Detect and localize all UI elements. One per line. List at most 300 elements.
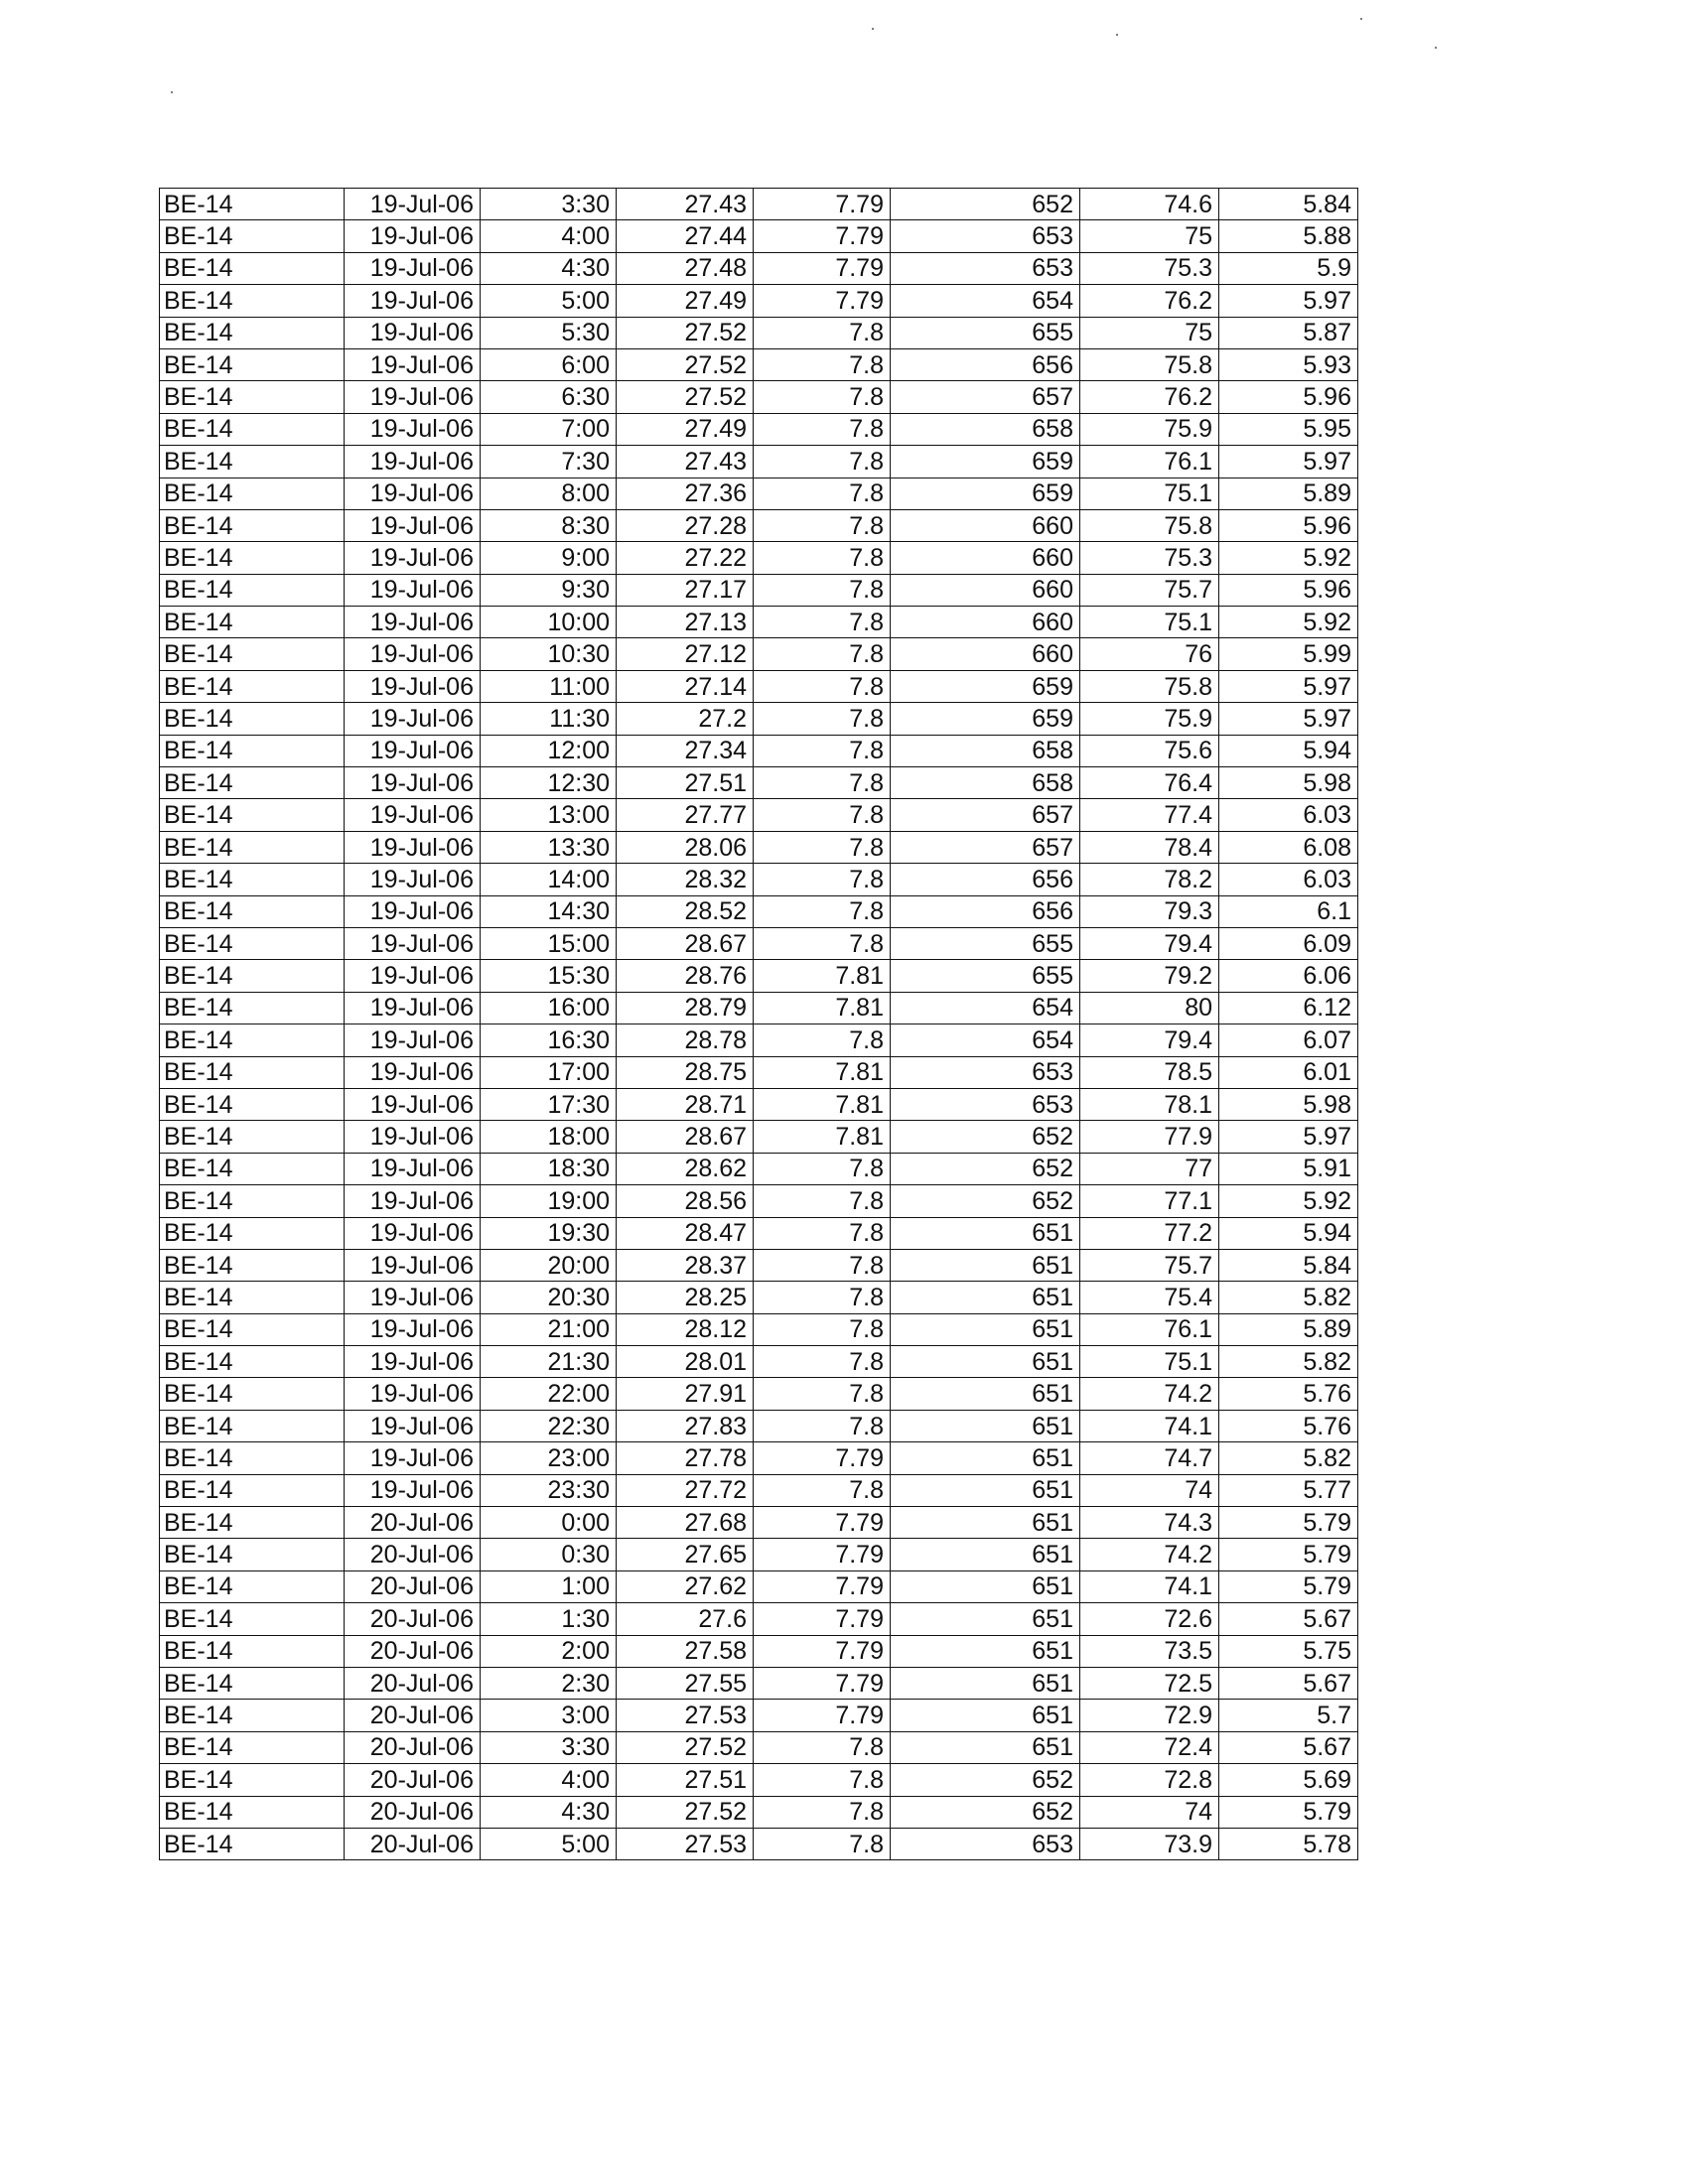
do-concentration-cell: 5.77 [1219,1474,1358,1506]
site-cell: BE-14 [160,1603,345,1635]
ph-cell: 7.8 [754,607,891,638]
table-row [160,735,1358,766]
do-concentration-cell: 6.03 [1219,799,1358,831]
ph-cell: 7.81 [754,1056,891,1088]
do-concentration-cell: 6.07 [1219,1024,1358,1056]
scan-speck [1435,47,1437,49]
date-cell: 20-Jul-06 [345,1796,481,1828]
date-cell: 19-Jul-06 [345,1121,481,1153]
table-row [160,1474,1358,1506]
do-concentration-cell: 5.84 [1219,1249,1358,1281]
do-percent-cell: 75.4 [1080,1282,1219,1313]
date-cell: 20-Jul-06 [345,1731,481,1763]
date-cell: 19-Jul-06 [345,735,481,766]
site-cell: BE-14 [160,1796,345,1828]
conductivity-cell: 651 [891,1346,1080,1378]
do-concentration-cell: 5.84 [1219,189,1358,220]
do-percent-cell: 79.3 [1080,895,1219,927]
do-percent-cell: 72.5 [1080,1667,1219,1699]
site-cell: BE-14 [160,607,345,638]
ph-cell: 7.81 [754,960,891,992]
measurement-table [159,188,1358,1860]
date-cell: 19-Jul-06 [345,1313,481,1345]
do-percent-cell: 75.3 [1080,542,1219,574]
time-cell: 4:30 [481,252,617,284]
conductivity-cell: 657 [891,381,1080,413]
date-cell: 19-Jul-06 [345,1024,481,1056]
date-cell: 19-Jul-06 [345,992,481,1024]
table-row [160,1442,1358,1474]
date-cell: 19-Jul-06 [345,317,481,348]
date-cell: 19-Jul-06 [345,895,481,927]
table-row [160,1088,1358,1120]
do-percent-cell: 80 [1080,992,1219,1024]
do-concentration-cell: 5.96 [1219,381,1358,413]
conductivity-cell: 651 [891,1700,1080,1731]
conductivity-cell: 654 [891,285,1080,317]
temperature-cell: 28.76 [617,960,754,992]
temperature-cell: 27.13 [617,607,754,638]
time-cell: 15:00 [481,927,617,959]
table-row [160,1378,1358,1410]
site-cell: BE-14 [160,799,345,831]
table-row [160,1507,1358,1539]
do-percent-cell: 77.9 [1080,1121,1219,1153]
table-row [160,509,1358,541]
temperature-cell: 27.83 [617,1410,754,1441]
table-row [160,574,1358,606]
do-percent-cell: 75.8 [1080,509,1219,541]
table-row [160,1570,1358,1602]
time-cell: 11:30 [481,703,617,735]
do-concentration-cell: 5.67 [1219,1667,1358,1699]
do-concentration-cell: 5.98 [1219,767,1358,799]
temperature-cell: 27.34 [617,735,754,766]
table-row [160,1796,1358,1828]
table-row [160,189,1358,220]
do-concentration-cell: 5.92 [1219,607,1358,638]
do-percent-cell: 77.2 [1080,1217,1219,1249]
do-percent-cell: 72.4 [1080,1731,1219,1763]
conductivity-cell: 653 [891,252,1080,284]
time-cell: 7:30 [481,446,617,478]
do-percent-cell: 76.2 [1080,381,1219,413]
table-body [160,189,1358,1860]
conductivity-cell: 655 [891,317,1080,348]
do-concentration-cell: 5.99 [1219,638,1358,670]
table-row [160,1410,1358,1441]
do-concentration-cell: 5.96 [1219,574,1358,606]
do-percent-cell: 75.1 [1080,607,1219,638]
do-percent-cell: 79.2 [1080,960,1219,992]
do-percent-cell: 75.1 [1080,478,1219,509]
site-cell: BE-14 [160,1088,345,1120]
table-row [160,1153,1358,1184]
ph-cell: 7.79 [754,220,891,252]
ph-cell: 7.8 [754,348,891,380]
date-cell: 19-Jul-06 [345,960,481,992]
temperature-cell: 27.14 [617,670,754,702]
temperature-cell: 28.52 [617,895,754,927]
do-concentration-cell: 6.01 [1219,1056,1358,1088]
date-cell: 19-Jul-06 [345,1056,481,1088]
temperature-cell: 27.65 [617,1539,754,1570]
temperature-cell: 27.22 [617,542,754,574]
do-concentration-cell: 5.97 [1219,670,1358,702]
ph-cell: 7.8 [754,1313,891,1345]
temperature-cell: 28.47 [617,1217,754,1249]
time-cell: 5:00 [481,285,617,317]
site-cell: BE-14 [160,1764,345,1796]
date-cell: 19-Jul-06 [345,927,481,959]
time-cell: 9:30 [481,574,617,606]
do-concentration-cell: 5.67 [1219,1731,1358,1763]
site-cell: BE-14 [160,1700,345,1731]
time-cell: 4:00 [481,1764,617,1796]
time-cell: 7:00 [481,413,617,445]
date-cell: 19-Jul-06 [345,574,481,606]
do-concentration-cell: 6.09 [1219,927,1358,959]
table-row [160,317,1358,348]
site-cell: BE-14 [160,220,345,252]
time-cell: 13:00 [481,799,617,831]
temperature-cell: 28.37 [617,1249,754,1281]
do-percent-cell: 75.1 [1080,1346,1219,1378]
table-row [160,220,1358,252]
conductivity-cell: 659 [891,703,1080,735]
ph-cell: 7.79 [754,285,891,317]
ph-cell: 7.8 [754,703,891,735]
temperature-cell: 28.71 [617,1088,754,1120]
conductivity-cell: 659 [891,670,1080,702]
site-cell: BE-14 [160,381,345,413]
temperature-cell: 27.44 [617,220,754,252]
do-percent-cell: 74 [1080,1796,1219,1828]
date-cell: 19-Jul-06 [345,638,481,670]
time-cell: 19:00 [481,1185,617,1217]
date-cell: 19-Jul-06 [345,348,481,380]
do-percent-cell: 77 [1080,1153,1219,1184]
date-cell: 20-Jul-06 [345,1507,481,1539]
ph-cell: 7.79 [754,1635,891,1667]
conductivity-cell: 651 [891,1217,1080,1249]
temperature-cell: 27.28 [617,509,754,541]
conductivity-cell: 655 [891,960,1080,992]
conductivity-cell: 653 [891,1056,1080,1088]
site-cell: BE-14 [160,1282,345,1313]
conductivity-cell: 659 [891,478,1080,509]
site-cell: BE-14 [160,1185,345,1217]
time-cell: 18:30 [481,1153,617,1184]
do-percent-cell: 72.8 [1080,1764,1219,1796]
table-row [160,1764,1358,1796]
ph-cell: 7.79 [754,1539,891,1570]
table-row [160,1024,1358,1056]
temperature-cell: 27.77 [617,799,754,831]
temperature-cell: 28.56 [617,1185,754,1217]
time-cell: 3:30 [481,1731,617,1763]
date-cell: 19-Jul-06 [345,799,481,831]
date-cell: 20-Jul-06 [345,1570,481,1602]
date-cell: 20-Jul-06 [345,1700,481,1731]
site-cell: BE-14 [160,703,345,735]
date-cell: 19-Jul-06 [345,478,481,509]
do-percent-cell: 76.1 [1080,446,1219,478]
do-concentration-cell: 5.88 [1219,220,1358,252]
ph-cell: 7.79 [754,252,891,284]
conductivity-cell: 657 [891,799,1080,831]
ph-cell: 7.8 [754,895,891,927]
temperature-cell: 27.58 [617,1635,754,1667]
date-cell: 19-Jul-06 [345,1410,481,1441]
temperature-cell: 28.67 [617,1121,754,1153]
conductivity-cell: 651 [891,1507,1080,1539]
do-concentration-cell: 5.89 [1219,1313,1358,1345]
do-concentration-cell: 5.95 [1219,413,1358,445]
time-cell: 6:30 [481,381,617,413]
temperature-cell: 27.36 [617,478,754,509]
temperature-cell: 27.17 [617,574,754,606]
conductivity-cell: 653 [891,1088,1080,1120]
temperature-cell: 28.75 [617,1056,754,1088]
table-row [160,1700,1358,1731]
site-cell: BE-14 [160,1024,345,1056]
ph-cell: 7.8 [754,317,891,348]
time-cell: 10:30 [481,638,617,670]
table-row [160,542,1358,574]
ph-cell: 7.81 [754,1088,891,1120]
do-concentration-cell: 6.12 [1219,992,1358,1024]
do-concentration-cell: 6.03 [1219,864,1358,895]
date-cell: 19-Jul-06 [345,252,481,284]
table-row [160,992,1358,1024]
temperature-cell: 27.52 [617,348,754,380]
conductivity-cell: 651 [891,1539,1080,1570]
conductivity-cell: 651 [891,1603,1080,1635]
ph-cell: 7.8 [754,542,891,574]
ph-cell: 7.8 [754,1346,891,1378]
conductivity-cell: 651 [891,1731,1080,1763]
temperature-cell: 27.52 [617,317,754,348]
table-row [160,381,1358,413]
table-row [160,927,1358,959]
temperature-cell: 28.25 [617,1282,754,1313]
table-row [160,478,1358,509]
site-cell: BE-14 [160,831,345,863]
do-percent-cell: 74.2 [1080,1539,1219,1570]
site-cell: BE-14 [160,1539,345,1570]
conductivity-cell: 658 [891,767,1080,799]
conductivity-cell: 651 [891,1378,1080,1410]
time-cell: 17:30 [481,1088,617,1120]
time-cell: 21:00 [481,1313,617,1345]
site-cell: BE-14 [160,1635,345,1667]
site-cell: BE-14 [160,638,345,670]
date-cell: 19-Jul-06 [345,285,481,317]
do-concentration-cell: 5.98 [1219,1088,1358,1120]
time-cell: 18:00 [481,1121,617,1153]
site-cell: BE-14 [160,252,345,284]
table-row [160,1731,1358,1763]
time-cell: 11:00 [481,670,617,702]
ph-cell: 7.8 [754,1796,891,1828]
temperature-cell: 27.43 [617,189,754,220]
conductivity-cell: 652 [891,1153,1080,1184]
ph-cell: 7.8 [754,1249,891,1281]
date-cell: 19-Jul-06 [345,1185,481,1217]
table-row [160,446,1358,478]
ph-cell: 7.79 [754,1507,891,1539]
temperature-cell: 27.55 [617,1667,754,1699]
ph-cell: 7.8 [754,767,891,799]
table-row [160,607,1358,638]
site-cell: BE-14 [160,348,345,380]
ph-cell: 7.8 [754,1474,891,1506]
temperature-cell: 27.91 [617,1378,754,1410]
do-percent-cell: 78.1 [1080,1088,1219,1120]
conductivity-cell: 656 [891,348,1080,380]
ph-cell: 7.8 [754,670,891,702]
time-cell: 22:00 [481,1378,617,1410]
conductivity-cell: 660 [891,542,1080,574]
ph-cell: 7.79 [754,1570,891,1602]
ph-cell: 7.8 [754,864,891,895]
conductivity-cell: 651 [891,1442,1080,1474]
site-cell: BE-14 [160,317,345,348]
date-cell: 20-Jul-06 [345,1603,481,1635]
do-percent-cell: 74.7 [1080,1442,1219,1474]
do-concentration-cell: 5.82 [1219,1442,1358,1474]
ph-cell: 7.8 [754,1185,891,1217]
do-concentration-cell: 5.93 [1219,348,1358,380]
time-cell: 2:00 [481,1635,617,1667]
do-concentration-cell: 6.1 [1219,895,1358,927]
do-percent-cell: 79.4 [1080,1024,1219,1056]
table-row [160,1282,1358,1313]
temperature-cell: 28.62 [617,1153,754,1184]
do-percent-cell: 75.8 [1080,670,1219,702]
do-concentration-cell: 5.76 [1219,1378,1358,1410]
table-row [160,831,1358,863]
table-row [160,1346,1358,1378]
conductivity-cell: 660 [891,607,1080,638]
do-concentration-cell: 5.67 [1219,1603,1358,1635]
time-cell: 4:30 [481,1796,617,1828]
time-cell: 23:30 [481,1474,617,1506]
ph-cell: 7.81 [754,992,891,1024]
do-concentration-cell: 5.9 [1219,252,1358,284]
do-percent-cell: 74.6 [1080,189,1219,220]
conductivity-cell: 651 [891,1667,1080,1699]
do-percent-cell: 75.9 [1080,703,1219,735]
table-row [160,252,1358,284]
time-cell: 2:30 [481,1667,617,1699]
table-row [160,1217,1358,1249]
ph-cell: 7.8 [754,1153,891,1184]
site-cell: BE-14 [160,1153,345,1184]
scan-speck [1360,18,1362,20]
site-cell: BE-14 [160,1507,345,1539]
time-cell: 3:30 [481,189,617,220]
date-cell: 20-Jul-06 [345,1539,481,1570]
table-row [160,348,1358,380]
conductivity-cell: 658 [891,735,1080,766]
time-cell: 6:00 [481,348,617,380]
table-row [160,638,1358,670]
ph-cell: 7.79 [754,1603,891,1635]
date-cell: 19-Jul-06 [345,1442,481,1474]
site-cell: BE-14 [160,1828,345,1859]
conductivity-cell: 658 [891,413,1080,445]
time-cell: 1:30 [481,1603,617,1635]
do-concentration-cell: 5.91 [1219,1153,1358,1184]
date-cell: 19-Jul-06 [345,1346,481,1378]
date-cell: 19-Jul-06 [345,670,481,702]
conductivity-cell: 652 [891,1121,1080,1153]
table-row [160,1539,1358,1570]
table-row [160,799,1358,831]
do-percent-cell: 79.4 [1080,927,1219,959]
date-cell: 19-Jul-06 [345,607,481,638]
site-cell: BE-14 [160,285,345,317]
site-cell: BE-14 [160,767,345,799]
conductivity-cell: 654 [891,1024,1080,1056]
date-cell: 19-Jul-06 [345,1282,481,1313]
temperature-cell: 28.32 [617,864,754,895]
time-cell: 17:00 [481,1056,617,1088]
temperature-cell: 27.52 [617,381,754,413]
site-cell: BE-14 [160,478,345,509]
temperature-cell: 27.52 [617,1796,754,1828]
time-cell: 12:00 [481,735,617,766]
table-row [160,285,1358,317]
site-cell: BE-14 [160,189,345,220]
temperature-cell: 27.2 [617,703,754,735]
time-cell: 23:00 [481,1442,617,1474]
table-row [160,1828,1358,1859]
table-row [160,1603,1358,1635]
site-cell: BE-14 [160,735,345,766]
site-cell: BE-14 [160,1121,345,1153]
table-row [160,1056,1358,1088]
table-row [160,1185,1358,1217]
conductivity-cell: 655 [891,927,1080,959]
temperature-cell: 27.72 [617,1474,754,1506]
date-cell: 19-Jul-06 [345,220,481,252]
ph-cell: 7.8 [754,1731,891,1763]
do-percent-cell: 75 [1080,317,1219,348]
ph-cell: 7.8 [754,574,891,606]
do-percent-cell: 74.3 [1080,1507,1219,1539]
temperature-cell: 27.48 [617,252,754,284]
time-cell: 20:00 [481,1249,617,1281]
time-cell: 12:30 [481,767,617,799]
time-cell: 0:30 [481,1539,617,1570]
site-cell: BE-14 [160,927,345,959]
ph-cell: 7.8 [754,735,891,766]
site-cell: BE-14 [160,1217,345,1249]
do-percent-cell: 77.1 [1080,1185,1219,1217]
ph-cell: 7.8 [754,478,891,509]
date-cell: 19-Jul-06 [345,189,481,220]
site-cell: BE-14 [160,1346,345,1378]
time-cell: 16:30 [481,1024,617,1056]
conductivity-cell: 653 [891,1828,1080,1859]
ph-cell: 7.8 [754,1378,891,1410]
do-percent-cell: 74 [1080,1474,1219,1506]
ph-cell: 7.8 [754,1024,891,1056]
time-cell: 8:00 [481,478,617,509]
